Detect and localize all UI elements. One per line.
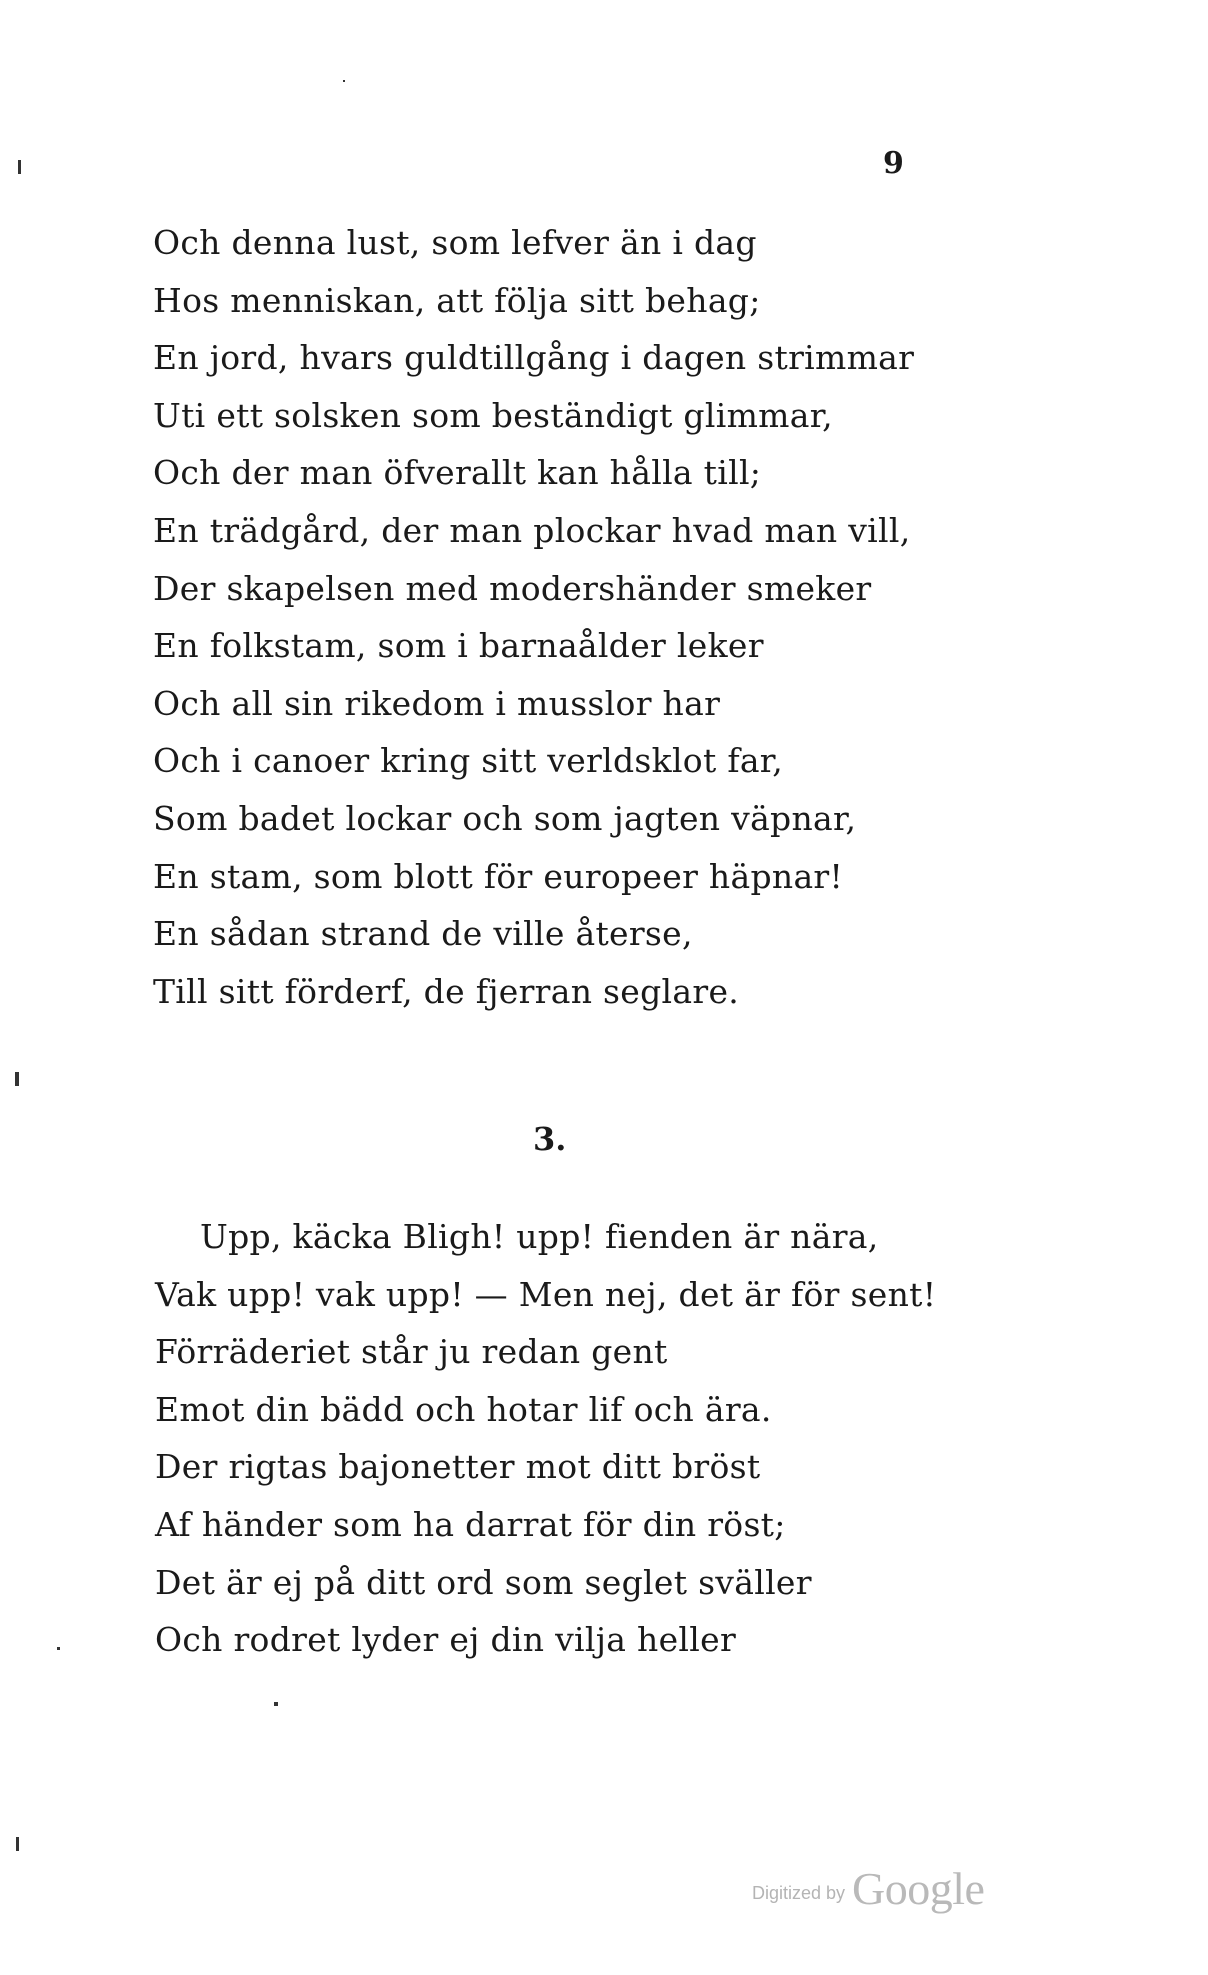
verse-line: Uti ett solsken som beständigt glimmar, — [153, 395, 833, 435]
verse-line: Och der man öfverallt kan hålla till; — [153, 453, 762, 493]
verse-line: Och denna lust, som lefver än i dag — [153, 223, 757, 262]
scan-speck — [16, 1837, 19, 1851]
page-number: 9 — [883, 146, 904, 181]
verse-line: Der skapelsen med modershänder smeker — [153, 568, 872, 608]
scan-speck — [343, 80, 345, 82]
verse-line: Det är ej på ditt ord som seglet sväller — [155, 1562, 812, 1602]
scan-speck — [57, 1647, 60, 1650]
verse-line: Emot din bädd och hotar lif och ära. — [155, 1389, 772, 1429]
digitized-by-label: Digitized by — [752, 1883, 846, 1903]
verse-line: En stam, som blott för europeer häpnar! — [153, 856, 844, 896]
verse-line: Der rigtas bajonetter mot ditt bröst — [155, 1447, 761, 1487]
verse-line: Upp, käcka Bligh! upp! fienden är nära, — [200, 1217, 879, 1256]
verse-line: Och rodret lyder ej din vilja heller — [155, 1620, 737, 1660]
scan-speck — [18, 160, 21, 174]
google-watermark-logo: Google — [852, 1863, 985, 1914]
section-number: 3. — [533, 1120, 567, 1158]
poem-stanza-1 — [153, 214, 914, 1020]
verse-line: En trädgård, der man plockar hvad man vill, — [153, 510, 911, 550]
verse-line: En folkstam, som i barnaålder leker — [153, 626, 764, 666]
verse-line: Hos menniskan, att följa sitt behag; — [153, 280, 761, 320]
poem-stanza-2 — [155, 1208, 936, 1669]
verse-line: En jord, hvars guldtillgång i dagen strimmar — [153, 338, 915, 378]
scan-speck — [15, 1072, 19, 1086]
verse-line: Till sitt förderf, de fjerran seglare. — [153, 971, 740, 1011]
verse-line: En sådan strand de ville återse, — [153, 914, 693, 954]
verse-line: Och all sin rikedom i musslor har — [153, 683, 721, 723]
scan-speck — [274, 1702, 278, 1706]
verse-line: Och i canoer kring sitt verldsklot far, — [153, 741, 784, 781]
verse-line: Vak upp! vak upp! — Men nej, det är för sent! — [155, 1274, 937, 1314]
verse-line: Som badet lockar och som jagten väpnar, — [153, 798, 857, 838]
verse-line: Förräderiet står ju redan gent — [155, 1332, 668, 1372]
verse-line: Af händer som ha darrat för din röst; — [155, 1504, 786, 1544]
